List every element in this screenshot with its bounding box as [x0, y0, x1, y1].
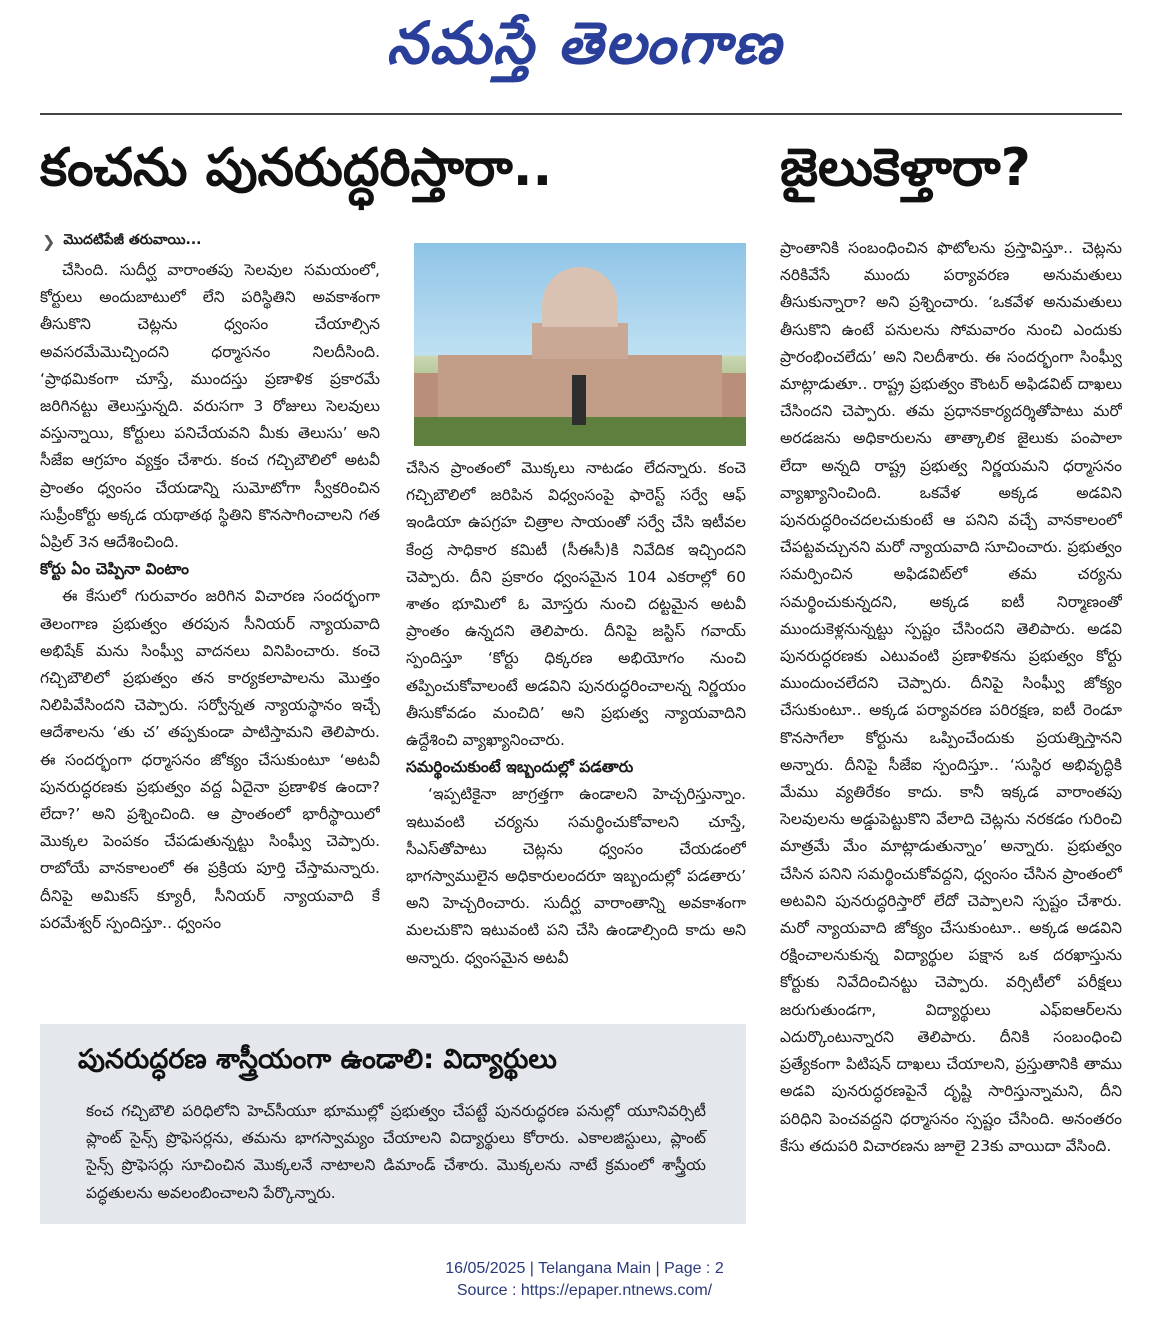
sidebar-box-title: పునరుద్ధరణ శాస్త్రీయంగా ఉండాలి: విద్యార్థులు	[78, 1044, 557, 1075]
article-paragraph: ‘ఇప్పటికైనా జాగ్రత్తగా ఉండాలని హెచ్చరిస్తున్నాం. ఇటువంటి చర్యను సమర్థించుకోవాలని చూస్తే, సీఎస్‌తోపాటు చెట్లను ధ్వంసం చేయడంలో భాగస్వాములైన అధికారులందరూ ఇబ్బందుల్లో పడతారు’ అని హెచ్చరించారు. సుదీర్ఘ వారాంతాన్ని అవకాశంగా మలచుకొని ఇటువంటి పని చేసి ఉండాల్సింది కాదు అని అన్నారు. ధ్వంసమైన అటవీ	[406, 785, 746, 967]
article-paragraph: చేసిన ప్రాంతంలో మొక్కలు నాటడం లేదన్నారు. కంచె గచ్చిబౌలిలో జరిపిన విధ్వంసంపై ఫారెస్ట్ సర్వే ఆఫ్ ఇండియా ఉపగ్రహ చిత్రాల సాయంతో సర్వే చేసి ఇటీవల కేంద్ర సాధికార కమిటీ (సీఈసీ)కి నివేదిక ఇచ్చిందని చెప్పారు. దీని ప్రకారం ధ్వంసమైన 104 ఎకరాల్లో 60 శాతం భూమిలో ఓ మోస్తరు నుంచి దట్టమైన అటవీ ప్రాంతం ఉన్నదని తెలిపారు. దీనిపై జస్టిస్ గవాయ్ స్పందిస్తూ ‘కోర్టు ధిక్కరణ అభియోగం నుంచి తప్పించుకోవాలంటే అడవిని పునరుద్ధరించాలన్న నిర్ణయం తీసుకోవడం మంచిది’ అని ప్రభుత్వ న్యాయవాదిని ఉద్దేశించి వ్యాఖ్యానించారు.	[406, 459, 746, 750]
supreme-court-photo	[414, 243, 746, 446]
headline-main: కంచను పునరుద్ధరిస్తారా..	[40, 138, 553, 198]
masthead-divider	[40, 113, 1122, 115]
article-column-3	[780, 235, 1122, 1230]
headline-question: జైలుకెళ్తారా?	[780, 138, 1031, 198]
source-link[interactable]: Source : https://epaper.ntnews.com/	[456, 1282, 713, 1299]
continued-label: మొదటిపేజీ తరువాయి...	[63, 232, 202, 248]
edition-info: 16/05/2025 | Telangana Main | Page : 2	[445, 1260, 724, 1277]
sidebar-box-text: కంచ గచ్చిబౌలి పరిధిలోని హెచ్‌సీయూ భూముల్లో ప్రభుత్వం చేపట్టే పునరుద్ధరణ పనుల్లో యూనివర్సిటీ ప్లాంట్ సైన్స్ ప్రొఫెసర్లను, తమను భాగస్వామ్యం చేయాలని విద్యార్థులు కోరారు. ఎకాలజిస్టులు, ప్లాంట్ సైన్స్ ప్రొఫెసర్లు సూచించిన మొక్కలనే నాటాలని డిమాండ్ చేశారు. మొక్కలను నాటే క్రమంలో శాస్త్రీయ పద్ధతులను అవలంబించాలని పేర్కొన్నారు.	[86, 1102, 706, 1202]
article-column-1	[40, 257, 380, 1015]
article-paragraph: ప్రాంతానికి సంబంధించిన ఫొటోలను ప్రస్తావిస్తూ.. చెట్లను నరికివేసే ముందు పర్యావరణ అనుమతులు తీసుకున్నారా? అని ప్రశ్నించారు. ‘ఒకవేళ అనుమతులు తీసుకొని ఉంటే పనులను సోమవారం నుంచి ఎందుకు ప్రారంభించలేదు’ అని నిలదీశారు. ఈ సందర్భంగా సింఘ్వీ మాట్లాడుతూ.. రాష్ట్ర ప్రభుత్వం కౌంటర్ అఫిడవిట్ దాఖలు చేసిందని చెప్పారు. తమ ప్రధానకార్యదర్శితోపాటు మరో అరడజను అధికారులను తాత్కాలిక జైలుకు పంపాలా లేదా అన్నది రాష్ట్ర ప్రభుత్వ నిర్ణయమని ధర్మాసనం వ్యాఖ్యానించింది. ఒకవేళ అక్కడ అడవిని పునరుద్ధరించదలచుకుంటే ఆ పనిని వచ్చే వానకాలంలో చేపట్టవచ్చునని మరో న్యాయవాది సూచించారు. ప్రభుత్వం సమర్పించిన అఫిడవిట్‌లో తమ చర్యను సమర్థించుకున్నదని, అక్కడ ఐటీ నిర్మాణంతో ముందుకెళ్లనున్నట్టు స్పష్టం చేసిందని తెలిపారు. అడవి పునరుద్ధరణకు ఎటువంటి ప్రణాళికను ప్రభుత్వం కోర్టు ముందుంచలేదని చెప్పారు. దీనిపై సింఘ్వీ జోక్యం చేసుకుంటూ.. అక్కడ పర్యావరణ పరిరక్షణ, ఐటీ రెండూ కొనసాగేలా కోర్టును ఒప్పించేందుకు ప్రయత్నిస్తానని అన్నారు. దీనిపై సీజేఐ స్పందిస్తూ.. ‘సుస్థిర అభివృద్ధికి మేము వ్యతిరేకం కాదు. కానీ ఇక్కడ వారాంతపు సెలవులను అడ్డుపెట్టుకొని వేలాది చెట్లను నరకడం గురించి మాత్రమే మేం మాట్లాడుతున్నాం’ అన్నారు. ప్రభుత్వం చేసిన పనిని సమర్థించుకోవద్దని, ధ్వంసం చేసిన ప్రాంతంలో అటవిని పునరుద్ధరిస్తారో లేదో చెప్పాలని స్పష్టం చేశారు. మరో న్యాయవాది జోక్యం చేసుకుంటూ.. అక్కడ అడవిని రక్షించాలనుకున్న విద్యార్థుల పక్షాన ఒక దరఖాస్తును కోర్టుకు నివేదించినట్టు చెప్పారు. వర్సిటీలో పరీక్షలు జరుగుతుండగా, విద్యార్థులు ఎఫ్‌ఐఆర్‌లను ఎదుర్కొంటున్నారని తెలిపారు. దీనికి సంబంధించి ప్రత్యేకంగా పిటిషన్ దాఖలు చేయాలని, ప్రస్తుతానికి తాము అడవి పునరుద్ధరణపైనే దృష్టి సారిస్తున్నామని, దీని పరిధిని పెంచవద్దని ధర్మాసనం స్పష్టం చేసింది. అనంతరం కేసు తదుపరి విచారణను జూలై 23కు వాయిదా వేసింది.	[780, 239, 1122, 1155]
page-footer	[0, 1258, 1169, 1302]
masthead	[0, 0, 1169, 100]
section-subhead: సమర్థించుకుంటే ఇబ్బందుల్లో పడతారు	[406, 758, 634, 777]
section-subhead: కోర్టు ఏం చెప్పినా వింటాం	[40, 560, 190, 579]
newspaper-logo: నమస్తే తెలంగాణ	[386, 8, 783, 77]
article-column-2	[406, 455, 746, 1008]
sidebar-box	[40, 1024, 746, 1224]
continued-marker	[42, 232, 202, 251]
article-paragraph: ఈ కేసులో గురువారం జరిగిన విచారణ సందర్భంగా తెలంగాణ ప్రభుత్వం తరపున సీనియర్ న్యాయవాది అభిషేక్ మను సింఘ్వీ వాదనలు వినిపించారు. కంచె గచ్చిబౌలిలో ప్రభుత్వం తన కార్యకలాపాలను మొత్తం నిలిపివేసిందని చెప్పారు. సర్వోన్నత న్యాయస్థానం ఇచ్చే ఆదేశాలను ‘తు చ’ తప్పకుండా పాటిస్తామని తెలిపారు. ఈ సందర్భంగా ధర్మాసనం జోక్యం చేసుకుంటూ ‘అటవీ పునరుద్ధరణకు ప్రభుత్వం వద్ద ఏదైనా ప్రణాళిక ఉందా? లేదా?’ అని ప్రశ్నించింది. ఆ ప్రాంతంలో భారీస్థాయిలో మొక్కల పెంపకం చేపడుతున్నట్టు సింఘ్వీ చెప్పారు. రాబోయే వానకాలంలో ఈ ప్రక్రియ పూర్తి చేస్తామన్నారు. దీనిపై అమికస్ క్యూరీ, సీనియర్ న్యాయవాది కే పరమేశ్వర్ స్పందిస్తూ.. ధ్వంసం	[40, 587, 380, 932]
chevron-right-icon: ❯	[42, 232, 56, 251]
article-paragraph: చేసింది. సుదీర్ఘ వారాంతపు సెలవుల సమయంలో, కోర్టులు అందుబాటులో లేని పరిస్థితిని అవకాశంగా తీసుకొని చెట్లను ధ్వంసం చేయాల్సిన అవసరమేమొచ్చిందని ధర్మాసనం నిలదీసింది. ‘ప్రాథమికంగా చూస్తే, ముందస్తు ప్రణాళిక ప్రకారమే జరిగినట్టు తెలుస్తున్నది. వరుసగా 3 రోజులు సెలవులు వస్తున్నాయి, కోర్టులు పనిచేయవని మీకు తెలుసు’ అని సీజేఐ ఆగ్రహం వ్యక్తం చేశారు. కంచ గచ్చిబౌలిలో అటవీ ప్రాంతం ధ్వంసం చేయడాన్ని సుమోటోగా స్వీకరించిన సుప్రీంకోర్టు అక్కడ యథాతథ స్థితిని కొనసాగించాలని గత ఏప్రిల్ 3న ఆదేశించింది.	[40, 261, 380, 552]
